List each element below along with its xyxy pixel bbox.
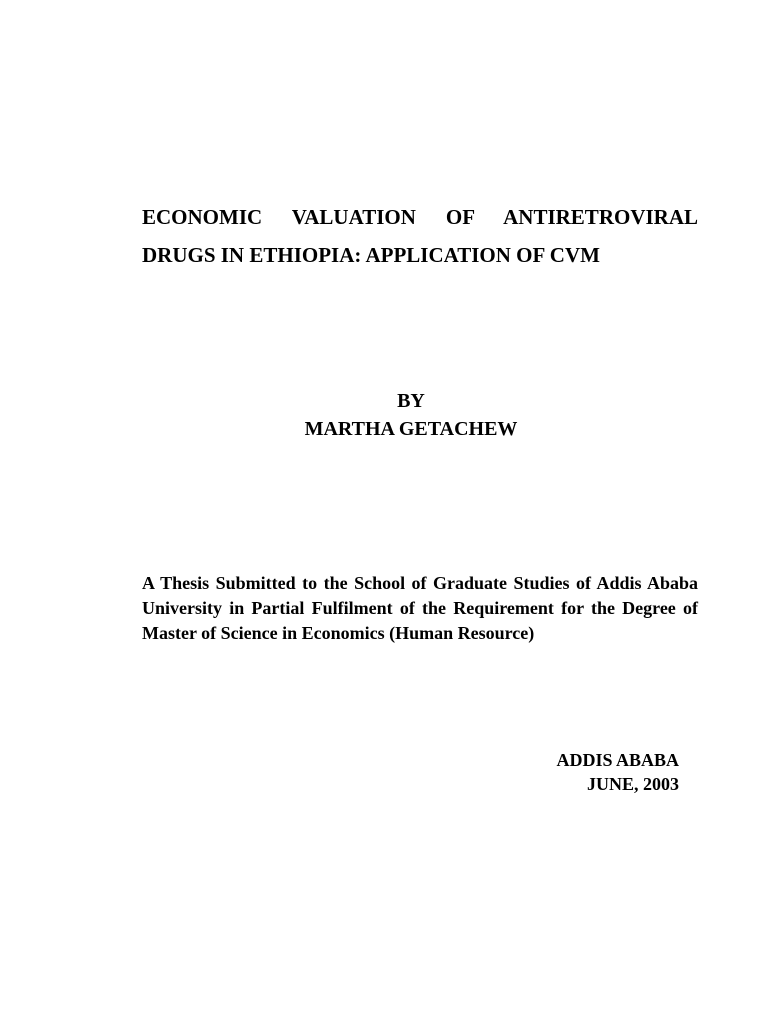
thesis-title (142, 198, 698, 274)
city: ADDIS ABABA (556, 750, 679, 770)
thesis-statement: A Thesis Submitted to the School of Graduate Studies of Addis Ababa University in Partial Fulfilment of the Requirement for the Degree of Master of Science in Economics (Human Resource) (142, 573, 698, 643)
place-date-block (480, 748, 679, 796)
author-name: MARTHA GETACHEW (304, 418, 518, 440)
author-block (0, 387, 768, 443)
title-line-1: ECONOMIC VALUATION OF ANTIRETROVIRAL (142, 205, 698, 229)
by-label: BY (397, 390, 425, 412)
title-line-2: DRUGS IN ETHIOPIA: APPLICATION OF CVM (142, 243, 600, 267)
date: JUNE, 2003 (586, 774, 679, 794)
